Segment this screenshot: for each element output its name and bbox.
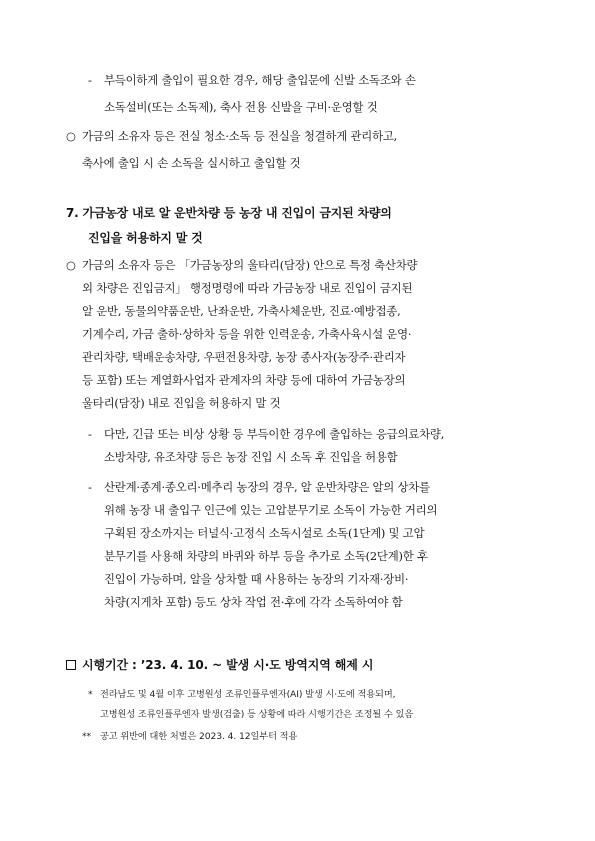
dash-marker: - [88,480,92,494]
circle-marker: ○ [66,129,76,143]
text-line: 다만, 긴급 또는 비상 상황 등 부득이한 경우에 출입하는 응급의료차량, [104,427,445,441]
dash-marker: - [88,73,92,87]
section-heading: 7. 가금농장 내로 알 운반차량 등 농장 내 진입이 금지된 차량의 [66,206,392,220]
text-line: 울타리(담장) 내로 진입을 허용하지 말 것 [82,396,281,410]
footnote-line: 고병원성 조류인플루엔자 발생(검출) 등 상황에 따라 시행기간은 조정될 수 있음 [100,709,414,720]
text-line: 위해 농장 내 출입구 인근에 있는 고압분무기로 소독이 가능한 거리의 [104,503,438,517]
dash-marker: - [88,427,92,441]
footnote-line: 공고 위반에 대한 처벌은 2023. 4. 12일부터 적용 [100,731,298,742]
footnote-marker: ** [82,731,91,742]
text-line: 분무기를 사용해 차량의 바퀴와 하부 등을 추가로 소독(2단계)한 후 [104,549,428,563]
footnote-marker: * [88,689,93,700]
text-line: 가금의 소유자 등은 「가금농장의 울타리(담장) 안으로 특정 축산차량 [82,258,418,272]
text-line: 진입이 가능하며, 알을 상차할 때 사용하는 농장의 기자재·장비· [104,572,409,586]
text-line: 산란계·종계·종오리·메추리 농장의 경우, 알 운반차량은 알의 상차를 [104,480,430,494]
text-line: 외 차량은 진입금지」 행정명령에 따라 가금농장 내로 진입이 금지된 [82,281,413,295]
text-line: 축사에 출입 시 손 소독을 실시하고 출입할 것 [82,156,301,170]
text-line: 가금의 소유자 등은 전실 청소·소독 등 전실을 청결하게 관리하고, [82,129,398,143]
text-line: 관리차량, 택배운송차량, 우편전용차량, 농장 종사자(농장주·관리자 [82,350,406,364]
text-line: 소독설비(또는 소독제), 축사 전용 신발을 구비·운영할 것 [104,100,378,114]
text-line: 부득이하게 출입이 필요한 경우, 해당 출입문에 신발 소독조와 손 [104,73,416,87]
checkbox-square-icon [66,660,76,670]
schedule-title: 시행기간 : ’23. 4. 10. ~ 발생 시·도 방역지역 해제 시 [82,658,374,672]
circle-marker: ○ [66,258,76,272]
text-line: 알 운반, 동물의약품운반, 난좌운반, 가축사체운반, 진료·예방접종, [82,304,401,318]
footnote-line: 전라남도 및 4월 이후 고병원성 조류인플루엔자(AI) 발생 시·도에 적용되며, [100,689,396,700]
text-line: 구획된 장소까지는 터널식·고정식 소독시설로 소독(1단계) 및 고압 [104,526,425,540]
text-line: 등 포함) 또는 계열화사업자 관계자의 차량 등에 대하여 가금농장의 [82,373,406,387]
text-line: 기계수리, 가금 출하·상하차 등을 위한 인력운송, 가축사육시설 운영· [82,327,412,341]
text-line: 소방차량, 유조차량 등은 농장 진입 시 소독 후 진입을 허용함 [104,450,398,464]
text-line: 차량(지게차 포함) 등도 상차 작업 전·후에 각각 소독하여야 함 [104,595,403,609]
section-heading: 진입을 허용하지 말 것 [88,231,203,245]
